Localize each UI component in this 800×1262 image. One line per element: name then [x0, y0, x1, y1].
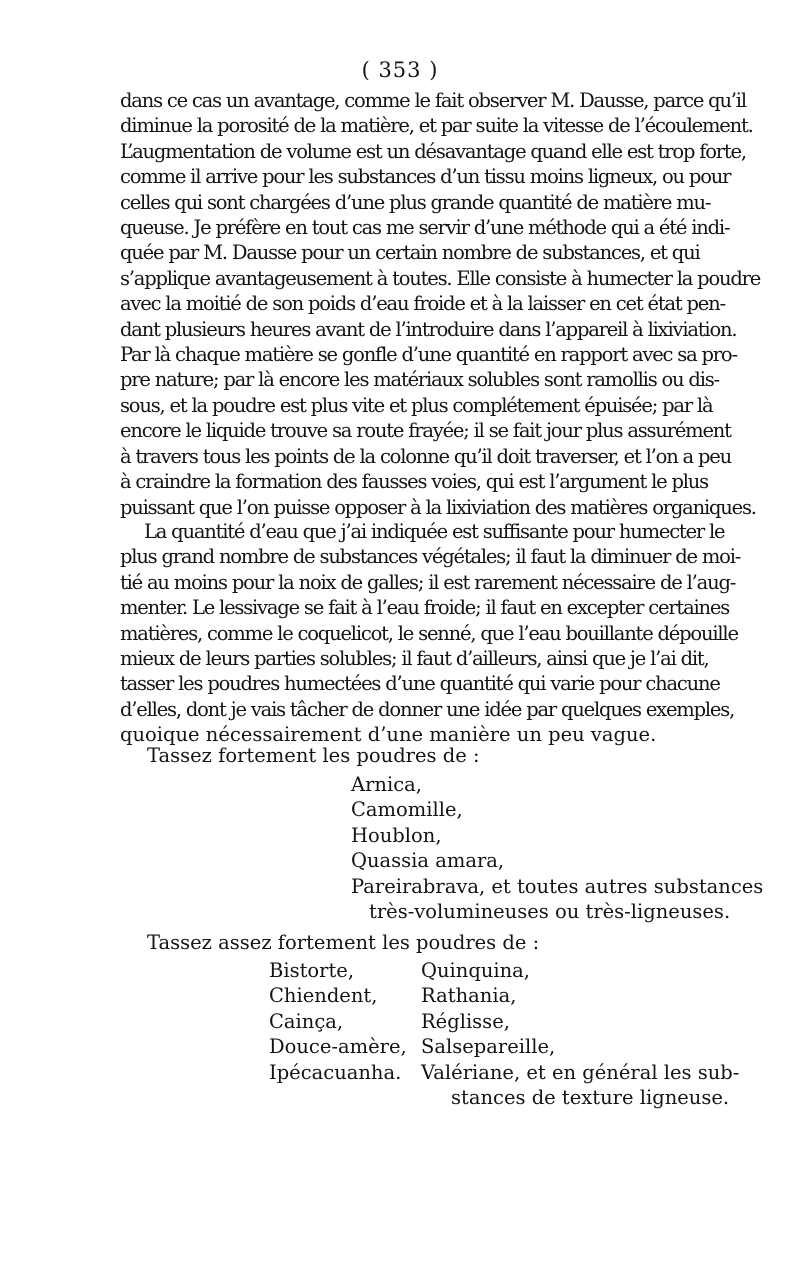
list-item: Bistorte,	[269, 959, 355, 982]
text-line: tié au moins pour la noix de galles; il est rarement nécessaire de l’aug-	[120, 570, 736, 594]
list-item: Chiendent,	[269, 984, 378, 1008]
list-1-heading: Tassez fortement les poudres de :	[147, 744, 480, 767]
text-line: s’applique avantageusement à toutes. Elle consiste à humecter la poudre	[120, 266, 761, 290]
text-line: avec la moitié de son poids d’eau froide et à la laisser en cet état pen-	[120, 292, 725, 316]
text-line: comme il arrive pour les substances d’un tissu moins ligneux, ou pour	[120, 165, 731, 189]
list-item: Ipécacuanha.	[269, 1060, 402, 1084]
text-line: puissant que l’on puisse opposer à la lixiviation des matières organiques.	[120, 495, 756, 519]
list-item: Camomille,	[351, 798, 463, 822]
text-line: Par là chaque matière se gonfle d’une quantité en rapport avec sa pro-	[120, 343, 737, 367]
text-line: à travers tous les points de la colonne qu’il doit traverser, et l’on a peu	[120, 444, 731, 468]
text-line: quée par M. Dausse pour un certain nombre de substances, et qui	[120, 241, 700, 265]
list-item: Quinquina,	[421, 959, 531, 982]
text-line: pre nature; par là encore les matériaux solubles sont ramollis ou dis-	[120, 368, 719, 392]
text-line: La quantité d’eau que j’ai indiquée est suffisante pour humecter le	[144, 520, 725, 543]
text-line: dans ce cas un avantage, comme le fait observer M. Dausse, parce qu’il	[120, 89, 746, 112]
paragraph-1	[120, 88, 761, 520]
text-line: matières, comme le coquelicot, le senné, que l’eau bouillante dépouille	[120, 621, 738, 645]
list-item-continuation: stances de texture ligneuse.	[451, 1086, 730, 1110]
list-item: Douce-amère,	[269, 1035, 407, 1059]
list-2-right-column	[421, 958, 739, 1110]
list-item: Valériane, et en général les sub-	[421, 1060, 740, 1084]
text-line: plus grand nombre de substances végétales; il faut la diminuer de moi-	[120, 545, 741, 569]
list-item: Houblon,	[351, 823, 442, 847]
text-line: mieux de leurs parties solubles; il faut d’ailleurs, ainsi que je l’ai dit,	[120, 647, 709, 671]
text-line: à craindre la formation des fausses voies, qui est l’argument le plus	[120, 470, 708, 494]
text-line: queuse. Je préfère en tout cas me servir d’une méthode qui a été indi-	[120, 216, 730, 240]
text-line: L’augmentation de volume est un désavantage quand elle est trop forte,	[120, 139, 746, 163]
text-line: celles qui sont chargées d’une plus grande quantité de matière mu-	[120, 190, 711, 214]
list-item: Arnica,	[351, 773, 422, 796]
text-line: sous, et la poudre est plus vite et plus complétement épuisée; par là	[120, 393, 713, 417]
list-item-continuation: très-volumineuses ou très-ligneuses.	[369, 900, 731, 924]
text-line: quoique nécessairement d’une manière un peu vague.	[120, 723, 657, 747]
text-line: encore le liquide trouve sa route frayée; il se fait jour plus assurément	[120, 419, 731, 443]
list-1	[351, 772, 764, 924]
text-line: d’elles, dont je vais tâcher de donner une idée par quelques exemples,	[120, 697, 735, 721]
list-2-left-column	[269, 958, 407, 1085]
text-line: menter. Le lessivage se fait à l’eau froide; il faut en excepter certaines	[120, 596, 730, 620]
list-item: Salsepareille,	[421, 1035, 556, 1059]
list-item: Pareirabrava, et toutes autres substances	[351, 874, 764, 898]
paragraph-2	[120, 519, 741, 748]
text-line: tasser les poudres humectées d’une quantité qui varie pour chacune	[120, 672, 720, 696]
text-line: dant plusieurs heures avant de l’introduire dans l’appareil à lixiviation.	[120, 317, 737, 341]
list-item: Quassia amara,	[351, 849, 505, 873]
list-2-heading: Tassez assez fortement les poudres de :	[147, 931, 540, 954]
list-item: Cainça,	[269, 1009, 344, 1033]
list-item: Rathania,	[421, 984, 517, 1008]
list-item: Réglisse,	[421, 1009, 510, 1033]
text-line: diminue la porosité de la matière, et par suite la vitesse de l’écoulement.	[120, 114, 753, 138]
page-number: ( 353 )	[361, 58, 439, 82]
